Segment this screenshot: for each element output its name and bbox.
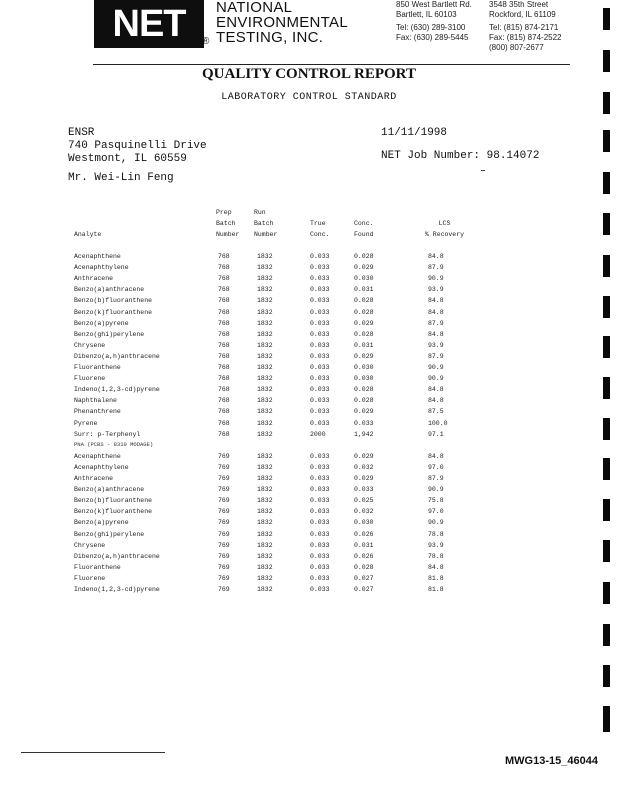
cell-true-conc: 0.033 — [310, 341, 330, 349]
cell-analyte: Benzo(b)fluoranthene — [74, 297, 153, 305]
cell-analyte: Fluorene — [74, 375, 106, 383]
cell-analyte: Acenaphthylene — [74, 264, 129, 272]
cell-true-conc: 0.033 — [310, 419, 330, 427]
document-id: MWG13-15_46044 — [505, 755, 598, 767]
cell-prep-batch: 769 — [218, 486, 230, 494]
header-prep-batch — [216, 207, 239, 240]
cell-prep-batch: 768 — [218, 330, 230, 338]
office1-line2: Bartlett, IL 60103 — [396, 10, 457, 19]
cell-analyte: Indeno(1,2,3-cd)pyrene — [74, 586, 160, 593]
cell-lcs-recovery: 84.8 — [428, 397, 444, 405]
cell-conc-found: 0.030 — [354, 375, 374, 383]
cell-prep-batch: 768 — [218, 319, 230, 327]
office1-line4: Fax: (630) 289-5445 — [396, 33, 469, 42]
cell-analyte: Indeno(1,2,3-cd)pyrene — [74, 386, 160, 394]
cell-analyte: Surr: p-Terphenyl — [74, 430, 141, 438]
header-conc-l1: Conc. — [354, 220, 374, 227]
cell-analyte: Chrysene — [74, 541, 106, 549]
cell-prep-batch: 769 — [218, 574, 230, 582]
cell-true-conc: 0.033 — [310, 452, 330, 460]
cell-conc-found: 0.032 — [354, 463, 374, 471]
timing-mark — [603, 130, 610, 152]
cell-lcs-recovery: 90.9 — [428, 364, 444, 371]
cell-prep-batch: 768 — [218, 253, 230, 260]
header-rule — [93, 64, 570, 65]
client-name: ENSR — [68, 127, 95, 139]
cell-lcs-recovery: 97.1 — [428, 430, 444, 438]
cell-conc-found: 0.028 — [354, 330, 374, 338]
cell-true-conc: 0.033 — [310, 541, 330, 549]
office2-line1: 3548 35th Street — [489, 0, 549, 9]
cell-run-batch: 1832 — [257, 430, 273, 438]
cell-run-batch: 1832 — [257, 574, 273, 582]
cell-run-batch: 1832 — [257, 397, 273, 405]
header-run-l1: Run — [254, 209, 266, 216]
office-address-rockford — [489, 0, 562, 53]
cell-run-batch: 1832 — [257, 563, 273, 571]
cell-prep-batch: 769 — [218, 508, 230, 516]
office1-line3: Tel: (630) 289-3100 — [396, 23, 466, 32]
cell-analyte: Anthracene — [74, 275, 114, 283]
office2-line5: (800) 807-2677 — [489, 43, 544, 52]
office1-line1: 850 West Bartlett Rd. — [396, 0, 472, 9]
cell-run-batch: 1832 — [257, 419, 273, 427]
cell-run-batch: 1832 — [257, 286, 273, 294]
header-run-batch — [254, 207, 277, 240]
cell-run-batch: 1832 — [257, 408, 273, 416]
cell-true-conc: 0.033 — [310, 530, 330, 538]
cell-true-conc: 2000 — [310, 430, 326, 438]
cell-run-batch: 1832 — [257, 330, 273, 338]
cell-analyte: Benzo(ghi)perylene — [74, 330, 145, 338]
cell-lcs-recovery: 90.9 — [428, 275, 444, 283]
cell-prep-batch: 768 — [218, 408, 230, 416]
report-subtitle: LABORATORY CONTROL STANDARD — [221, 92, 397, 103]
cell-true-conc: 0.033 — [310, 519, 330, 527]
cell-conc-found: 0.033 — [354, 486, 374, 494]
cell-lcs-recovery: 84.8 — [428, 308, 444, 316]
timing-mark — [603, 418, 610, 440]
cell-lcs-recovery: 90.9 — [428, 375, 444, 383]
cell-run-batch: 1832 — [257, 586, 273, 593]
header-lcs-l1: LCS — [438, 220, 451, 227]
cell-conc-found: 0.029 — [354, 408, 374, 416]
cell-run-batch: 1832 — [257, 519, 273, 527]
cell-lcs-recovery: 78.8 — [428, 530, 444, 538]
cell-true-conc: 0.033 — [310, 397, 330, 405]
cell-conc-found: 0.033 — [354, 419, 374, 427]
cell-prep-batch: 768 — [218, 275, 230, 283]
cell-run-batch: 1832 — [257, 497, 273, 505]
cell-true-conc: 0.033 — [310, 286, 330, 294]
cell-prep-batch: 769 — [218, 552, 230, 560]
header-prep-l3: Number — [216, 231, 240, 238]
cell-true-conc: 0.033 — [310, 275, 330, 283]
cell-true-conc: 0.033 — [310, 352, 330, 360]
cell-analyte: Benzo(k)fluoranthene — [74, 508, 153, 516]
cell-conc-found: 0.031 — [354, 286, 374, 294]
cell-conc-found: 0.029 — [354, 452, 374, 460]
cell-run-batch: 1832 — [257, 486, 273, 494]
cell-analyte: Phenanthrene — [74, 408, 121, 416]
cell-conc-found: 0.028 — [354, 563, 374, 571]
cell-conc-found: 0.029 — [354, 475, 374, 482]
cell-conc-found: 0.032 — [354, 508, 374, 516]
header-lcs-l2: % Recovery — [425, 231, 465, 238]
cell-lcs-recovery: 87.9 — [428, 264, 444, 272]
cell-lcs-recovery: 87.9 — [428, 475, 444, 482]
timing-mark — [603, 336, 610, 358]
cell-true-conc: 0.033 — [310, 486, 330, 494]
cell-lcs-recovery: 93.9 — [428, 541, 444, 549]
cell-lcs-recovery: 84.8 — [428, 386, 444, 394]
cell-analyte: Acenaphthene — [74, 452, 121, 460]
registered-mark: ® — [202, 36, 210, 47]
cell-conc-found: 0.028 — [354, 253, 374, 260]
cell-analyte: Fluoranthene — [74, 364, 121, 371]
cell-lcs-recovery: 93.9 — [428, 341, 444, 349]
cell-run-batch: 1832 — [257, 475, 273, 482]
cell-prep-batch: 769 — [218, 530, 230, 538]
client-street: 740 Pasquinelli Drive — [68, 140, 207, 152]
office2-line2: Rockford, IL 61109 — [489, 10, 556, 19]
cell-conc-found: 0.027 — [354, 586, 374, 593]
cell-prep-batch: 769 — [218, 475, 230, 482]
header-prep-l2: Batch — [216, 220, 236, 227]
timing-mark — [603, 50, 610, 72]
cell-run-batch: 1832 — [257, 541, 273, 549]
cell-run-batch: 1832 — [257, 297, 273, 305]
cell-run-batch: 1832 — [257, 264, 273, 272]
timing-mark — [603, 92, 610, 114]
report-title: QUALITY CONTROL REPORT — [202, 66, 416, 82]
cell-true-conc: 0.033 — [310, 308, 330, 316]
cell-prep-batch: 768 — [218, 341, 230, 349]
office2-line4: Fax: (815) 874-2522 — [489, 33, 562, 42]
cell-conc-found: 0.031 — [354, 541, 374, 549]
cell-analyte: Benzo(a)pyrene — [74, 519, 129, 527]
header-run-l2: Batch — [254, 220, 274, 227]
company-name-line3: TESTING, INC. — [216, 29, 324, 46]
cell-conc-found: 0.030 — [354, 364, 374, 371]
cell-prep-batch: 768 — [218, 297, 230, 305]
cell-prep-batch: 769 — [218, 497, 230, 505]
cell-prep-batch: 768 — [218, 352, 230, 360]
cell-run-batch: 1832 — [257, 341, 273, 349]
cell-lcs-recovery: 97.0 — [428, 463, 444, 471]
cell-conc-found: 0.029 — [354, 264, 374, 272]
cell-conc-found: 0.031 — [354, 341, 374, 349]
cell-analyte: Fluoranthene — [74, 563, 121, 571]
cell-true-conc: 0.033 — [310, 563, 330, 571]
cell-run-batch: 1832 — [257, 552, 273, 560]
cell-analyte: Chrysene — [74, 341, 106, 349]
timing-mark — [603, 540, 610, 562]
cell-lcs-recovery: 87.9 — [428, 319, 444, 327]
cell-analyte: Pyrene — [74, 419, 98, 427]
header-true-l2: Conc. — [310, 231, 330, 238]
cell-prep-batch: 769 — [218, 541, 230, 549]
cell-lcs-recovery: 87.5 — [428, 408, 444, 416]
cell-conc-found: 0.029 — [354, 319, 374, 327]
cell-run-batch: 1832 — [257, 463, 273, 471]
cell-true-conc: 0.033 — [310, 408, 330, 416]
cell-prep-batch: 768 — [218, 308, 230, 316]
timing-mark — [603, 665, 610, 687]
cell-conc-found: 0.029 — [354, 352, 374, 360]
cell-prep-batch: 769 — [218, 563, 230, 571]
cell-prep-batch: 769 — [218, 452, 230, 460]
cell-conc-found: 0.030 — [354, 519, 374, 527]
cell-lcs-recovery: 84.8 — [428, 563, 444, 571]
cell-lcs-recovery: 84.8 — [428, 452, 444, 460]
cell-lcs-recovery: 78.8 — [428, 552, 444, 560]
cell-lcs-recovery: 93.9 — [428, 286, 444, 294]
cell-prep-batch: 768 — [218, 386, 230, 394]
cell-lcs-recovery: 81.8 — [428, 574, 444, 582]
header-run-l3: Number — [254, 231, 278, 238]
cell-prep-batch: 768 — [218, 397, 230, 405]
cell-conc-found: 0.026 — [354, 552, 374, 560]
cell-lcs-recovery: 84.8 — [428, 330, 444, 338]
cell-prep-batch: 768 — [218, 419, 230, 427]
report-date: 11/11/1998 — [381, 127, 448, 139]
cell-lcs-recovery: 84.8 — [428, 297, 444, 305]
cell-conc-found: 0.027 — [354, 574, 374, 582]
timing-mark — [603, 624, 610, 646]
timing-mark — [603, 255, 610, 277]
section-label: PNA (PCBS - 8310 MODAGE) — [74, 440, 154, 448]
cell-true-conc: 0.033 — [310, 253, 330, 260]
company-name-line1: NATIONAL — [216, 0, 293, 16]
company-name-line2: ENVIRONMENTAL — [216, 14, 348, 31]
cell-prep-batch: 768 — [218, 375, 230, 383]
header-conc-found — [354, 218, 374, 240]
cell-analyte: Benzo(a)pyrene — [74, 319, 129, 327]
cell-analyte: Anthracene — [74, 475, 114, 482]
office-address-bartlett — [396, 0, 472, 43]
cell-analyte: Benzo(a)anthracene — [74, 486, 145, 494]
timing-mark — [603, 458, 610, 480]
cell-run-batch: 1832 — [257, 452, 273, 460]
cell-analyte: Benzo(ghi)perylene — [74, 530, 145, 538]
cell-run-batch: 1832 — [257, 275, 273, 283]
cell-run-batch: 1832 — [257, 308, 273, 316]
cell-analyte: Benzo(k)fluoranthene — [74, 308, 153, 316]
footer-rule — [21, 752, 165, 753]
stray-mark — [481, 170, 485, 171]
cell-true-conc: 0.033 — [310, 475, 330, 482]
cell-run-batch: 1832 — [257, 253, 273, 260]
cell-run-batch: 1832 — [257, 386, 273, 394]
cell-analyte: Dibenzo(a,h)anthracene — [74, 352, 160, 360]
cell-prep-batch: 768 — [218, 430, 230, 438]
cell-true-conc: 0.033 — [310, 574, 330, 582]
cell-analyte: Benzo(b)fluoranthene — [74, 497, 153, 505]
cell-lcs-recovery: 75.8 — [428, 497, 444, 505]
cell-prep-batch: 768 — [218, 364, 230, 371]
cell-prep-batch: 768 — [218, 264, 230, 272]
timing-mark — [603, 296, 610, 318]
cell-conc-found: 0.025 — [354, 497, 374, 505]
cell-analyte: Fluorene — [74, 574, 106, 582]
cell-run-batch: 1832 — [257, 319, 273, 327]
timing-mark — [603, 8, 610, 30]
job-number: NET Job Number: 98.14072 — [381, 150, 540, 162]
cell-true-conc: 0.033 — [310, 364, 330, 371]
cell-analyte: Benzo(a)anthracene — [74, 286, 145, 294]
cell-run-batch: 1832 — [257, 508, 273, 516]
cell-true-conc: 0.033 — [310, 319, 330, 327]
net-logo: NET — [94, 0, 204, 48]
office2-line3: Tel: (815) 874-2171 — [489, 23, 559, 32]
cell-prep-batch: 769 — [218, 586, 230, 593]
cell-run-batch: 1832 — [257, 364, 273, 371]
cell-lcs-recovery: 87.9 — [428, 352, 444, 360]
cell-conc-found: 1,942 — [354, 430, 374, 438]
timing-mark — [603, 582, 610, 604]
timing-mark — [603, 499, 610, 521]
header-prep-l1: Prep — [216, 209, 232, 216]
cell-true-conc: 0.033 — [310, 508, 330, 516]
timing-mark — [603, 172, 610, 194]
cell-conc-found: 0.026 — [354, 530, 374, 538]
timing-mark — [603, 377, 610, 399]
cell-conc-found: 0.028 — [354, 297, 374, 305]
cell-analyte: Naphthalene — [74, 397, 117, 405]
cell-lcs-recovery: 97.0 — [428, 508, 444, 516]
cell-run-batch: 1832 — [257, 352, 273, 360]
cell-true-conc: 0.033 — [310, 552, 330, 560]
cell-lcs-recovery: 100.0 — [428, 419, 448, 427]
cell-analyte: Acenaphthene — [74, 253, 121, 260]
cell-lcs-recovery: 84.8 — [428, 253, 444, 260]
cell-analyte: Acenaphthylene — [74, 463, 129, 471]
cell-true-conc: 0.033 — [310, 463, 330, 471]
client-attention: Mr. Wei-Lin Feng — [68, 172, 174, 184]
cell-conc-found: 0.030 — [354, 275, 374, 283]
cell-true-conc: 0.033 — [310, 297, 330, 305]
cell-prep-batch: 768 — [218, 286, 230, 294]
timing-mark — [603, 213, 610, 235]
client-city: Westmont, IL 60559 — [68, 153, 187, 165]
header-true-conc — [310, 218, 330, 240]
header-analyte: Analyte — [74, 231, 102, 238]
cell-lcs-recovery: 90.9 — [428, 486, 444, 494]
timing-mark — [603, 706, 610, 732]
cell-true-conc: 0.033 — [310, 497, 330, 505]
cell-conc-found: 0.028 — [354, 386, 374, 394]
cell-prep-batch: 769 — [218, 463, 230, 471]
cell-conc-found: 0.028 — [354, 397, 374, 405]
cell-true-conc: 0.033 — [310, 375, 330, 383]
cell-lcs-recovery: 90.9 — [428, 519, 444, 527]
header-conc-l2: Found — [354, 231, 374, 238]
header-lcs-recovery — [425, 218, 464, 240]
cell-conc-found: 0.028 — [354, 308, 374, 316]
cell-true-conc: 0.033 — [310, 386, 330, 394]
cell-true-conc: 0.033 — [310, 586, 330, 593]
header-true-l1: True — [310, 220, 326, 227]
cell-run-batch: 1832 — [257, 375, 273, 383]
cell-prep-batch: 769 — [218, 519, 230, 527]
cell-true-conc: 0.033 — [310, 330, 330, 338]
cell-run-batch: 1832 — [257, 530, 273, 538]
cell-analyte: Dibenzo(a,h)anthracene — [74, 552, 160, 560]
cell-lcs-recovery: 81.8 — [428, 586, 444, 593]
cell-true-conc: 0.033 — [310, 264, 330, 272]
